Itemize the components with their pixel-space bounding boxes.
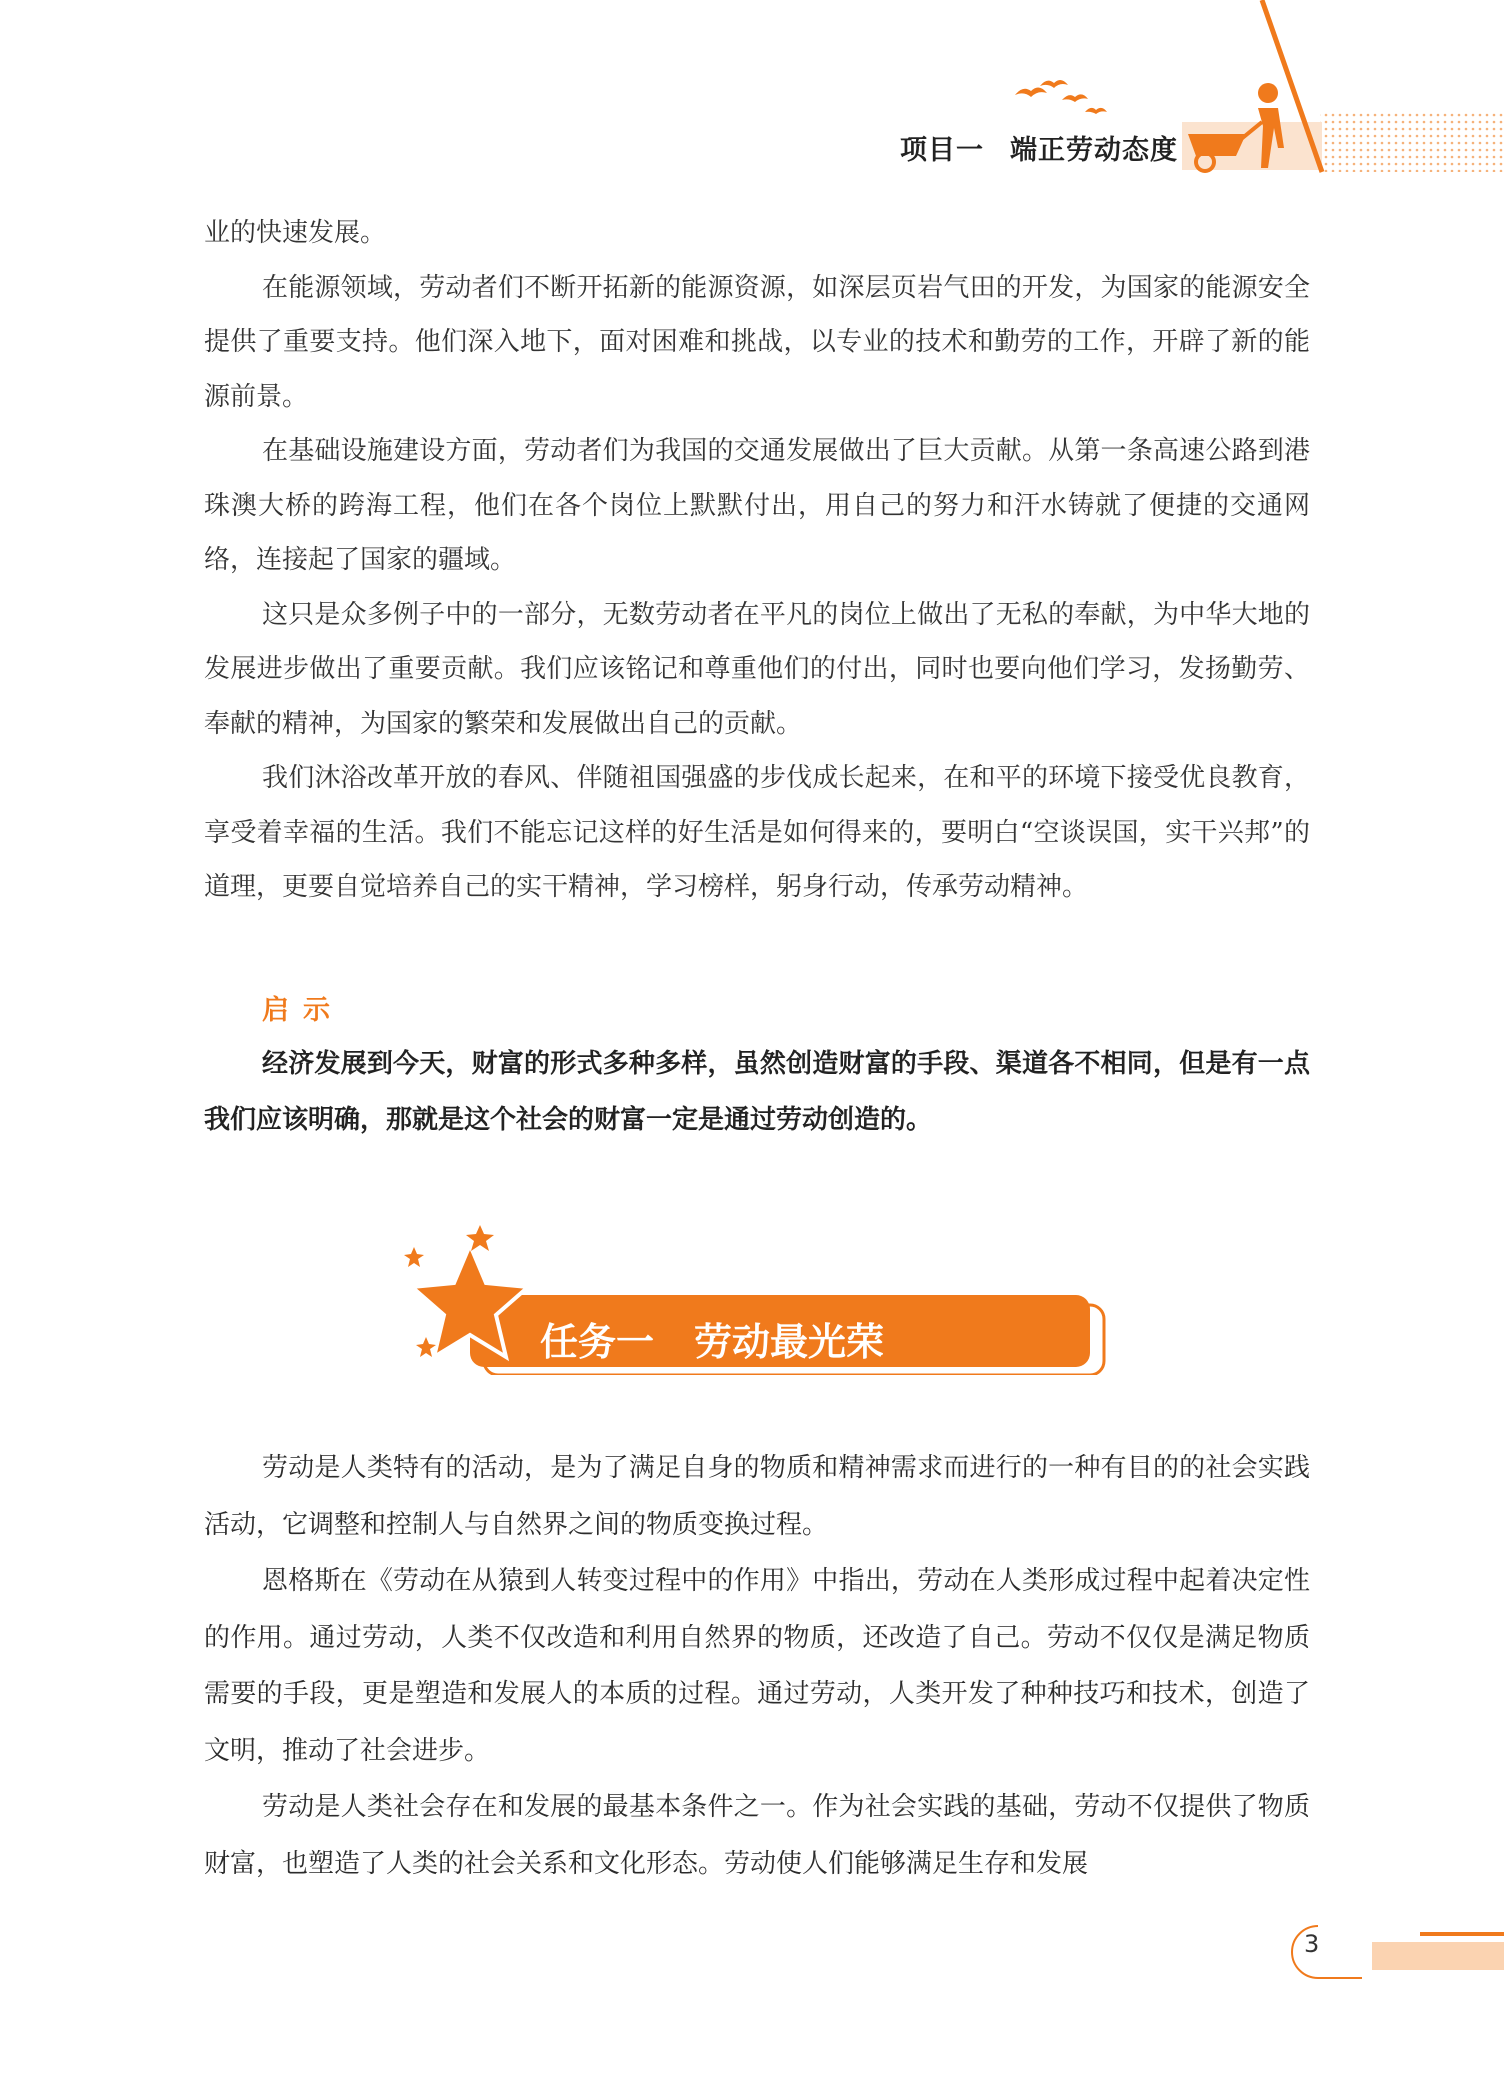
task-label: 任务一: [540, 1319, 655, 1364]
insight-heading: 启示: [262, 995, 344, 1026]
flying-birds-icon: [1015, 80, 1107, 114]
task-name: 劳动最光荣: [694, 1319, 885, 1364]
task-title: [540, 1305, 1060, 1371]
paragraph: 业的快速发展。: [204, 218, 387, 248]
paragraph: 在能源领域，劳动者们不断开拓新的能源资源，如深层页岩气田的开发，为国家的能源安全提供了重要支持。他们深入地下，面对困难和挑战，以专业的技术和勤劳的工作，开辟了新的能源前景。: [204, 272, 1310, 412]
paragraph: 劳动是人类特有的活动，是为了满足自身的物质和精神需求而进行的一种有目的的社会实践活动，它调整和控制人与自然界之间的物质变换过程。: [204, 1453, 1310, 1540]
paragraph: 我们沐浴改革开放的春风、伴随祖国强盛的步伐成长起来，在和平的环境下接受优良教育，享受着幸福的生活。我们不能忘记这样的好生活是如何得来的，要明白“空谈误国，实干兴邦”的道理，更要自觉培养自己的实干精神，学习榜样，躬身行动，传承劳动精神。: [204, 763, 1310, 902]
body-text-top: [204, 206, 1310, 915]
small-star-icon: [404, 1247, 424, 1267]
paragraph: 这只是众多例子中的一部分，无数劳动者在平凡的岗位上做出了无私的奉献，为中华大地的发展进步做出了重要贡献。我们应该铭记和尊重他们的付出，同时也要向他们学习，发扬勤劳、奉献的精神，为国家的繁荣和发展做出自己的贡献。: [204, 599, 1310, 739]
insight-box: [204, 1036, 1310, 1148]
paragraph: 恩格斯在《劳动在从猿到人转变过程中的作用》中指出，劳动在人类形成过程中起着决定性的作用。通过劳动，人类不仅改造和利用自然界的物质，还改造了自己。劳动不仅仅是满足物质需要的手段，更是塑造和发展人的本质的过程。通过劳动，人类开发了种种技巧和技术，创造了文明，推动了社会进步。: [204, 1566, 1310, 1766]
body-text-bottom: [204, 1440, 1310, 1892]
running-header: [900, 128, 1178, 167]
project-label: 项目一: [900, 135, 984, 166]
insight-text: 经济发展到今天，财富的形式多种多样，虽然创造财富的手段、渠道各不相同，但是有一点我们应该明确，那就是这个社会的财富一定是通过劳动创造的。: [204, 1049, 1310, 1135]
paragraph: 劳动是人类社会存在和发展的最基本条件之一。作为社会实践的基础，劳动不仅提供了物质财富，也塑造了人类的社会关系和文化形态。劳动使人们能够满足生存和发展: [204, 1792, 1310, 1879]
header-decoration: [0, 0, 1504, 200]
chapter-title: 端正劳动态度: [1010, 135, 1178, 166]
paragraph: 在基础设施建设方面，劳动者们为我国的交通发展做出了巨大贡献。从第一条高速公路到港珠澳大桥的跨海工程，他们在各个岗位上默默付出，用自己的努力和汗水铸就了便捷的交通网络，连接起了国家的疆域。: [204, 436, 1310, 575]
page-number: 3: [1304, 1930, 1320, 1958]
